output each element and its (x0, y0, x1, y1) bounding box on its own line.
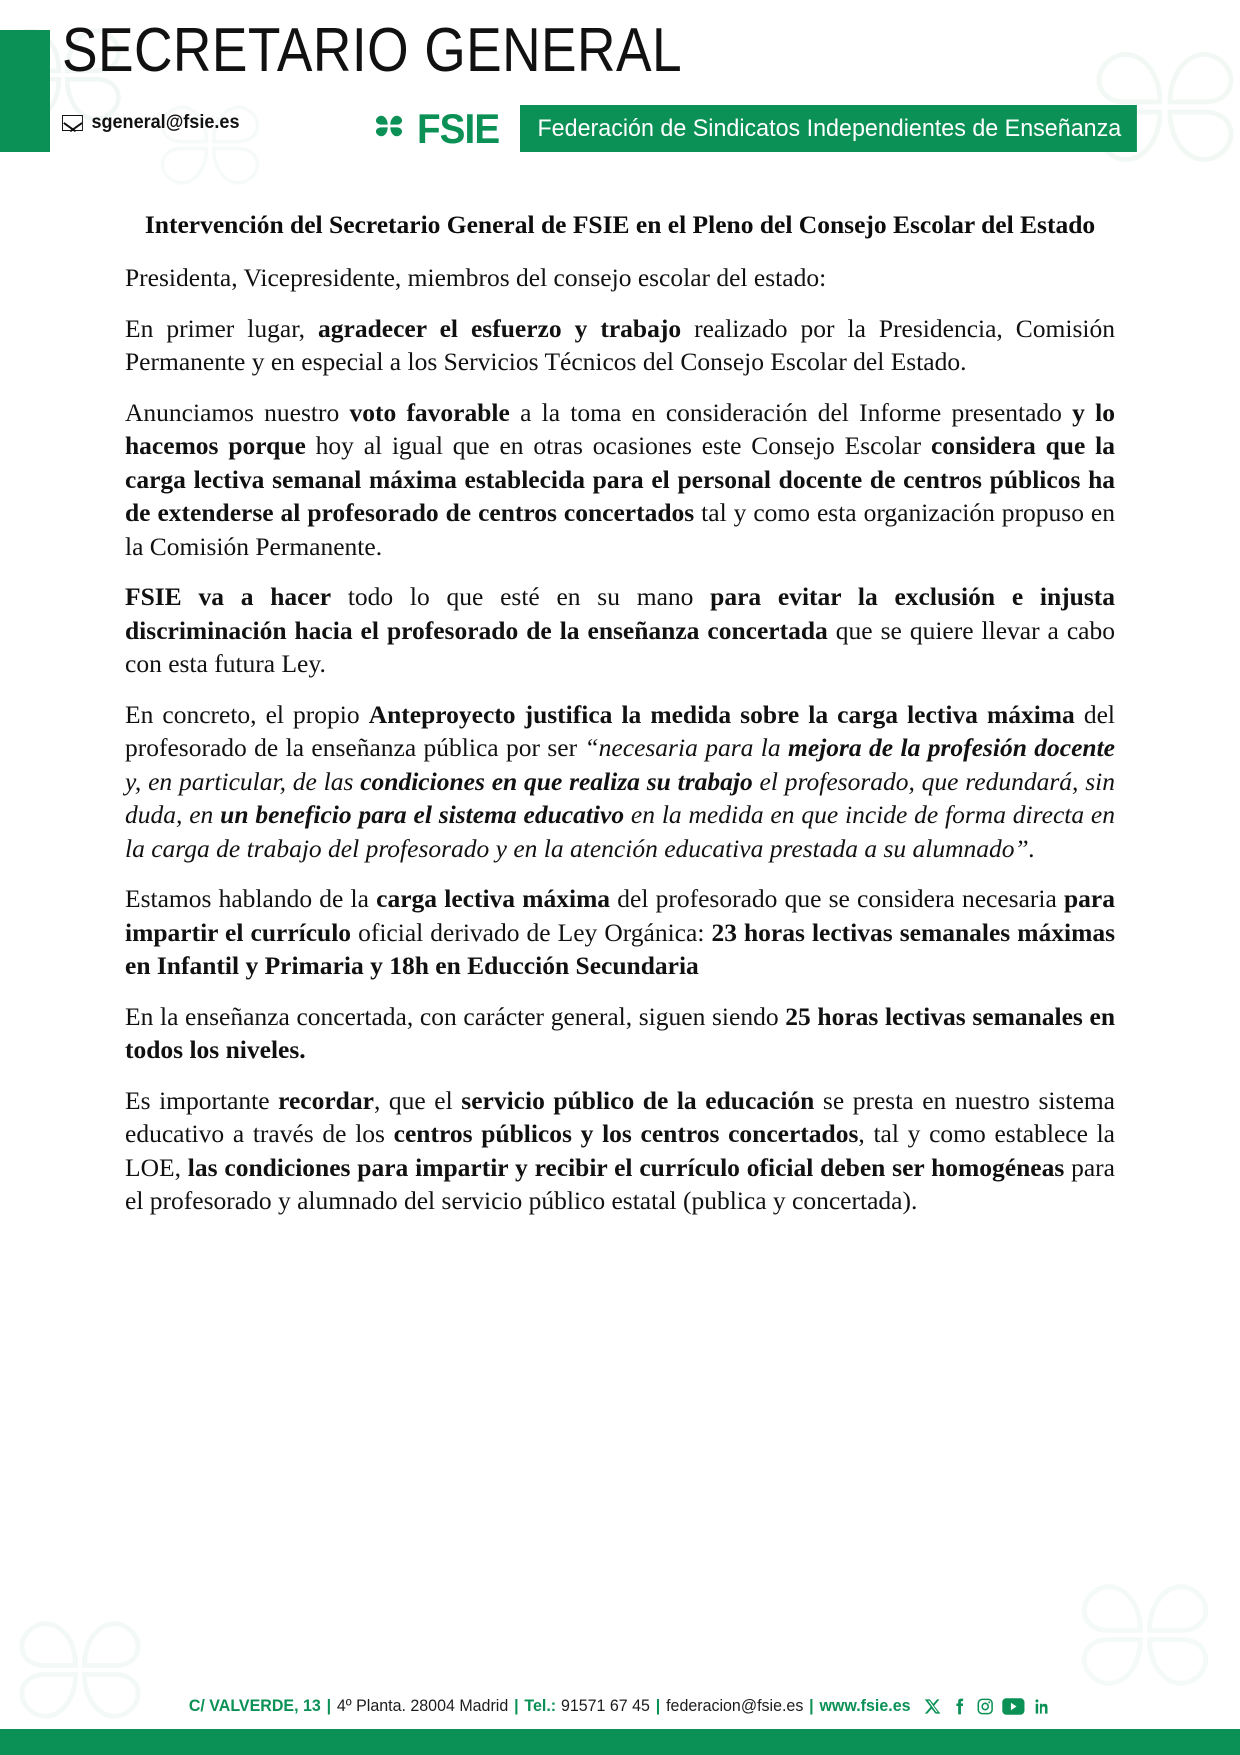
paragraph (125, 698, 1115, 866)
text-run: En primer lugar, (125, 313, 319, 343)
text-run: centros públicos y los centros concertados (393, 1119, 859, 1148)
fsie-tagline: Federación de Sindicatos Independientes de Enseñanza (520, 105, 1137, 152)
text-run: hoy al igual que en otras ocasiones este Consejo Escolar (305, 431, 931, 460)
text-run: voto favorable (349, 397, 510, 427)
text-run: oficial derivado de Ley Orgánica: (351, 917, 712, 947)
text-run: para evitar la exclusión e injusta discriminación hacia el profesorado de la enseñanza concertada (125, 582, 1116, 645)
text-run: del profesorado de la enseñanza pública por ser (125, 699, 1115, 762)
text-run: Presidenta, Vicepresidente, miembros del consejo escolar del estado: (125, 263, 827, 292)
text-run: En la enseñanza concertada, con carácter general, siguen siendo (125, 1001, 786, 1031)
text-run: agradecer el esfuerzo y trabajo (318, 313, 682, 343)
instagram-icon[interactable] (976, 1697, 994, 1716)
text-run: mejora de la profesión docente (787, 733, 1115, 762)
youtube-icon[interactable] (1003, 1697, 1025, 1716)
header-email-block (62, 112, 240, 134)
text-run: “necesaria para la (584, 733, 788, 762)
paragraph (125, 1000, 1115, 1067)
text-run: el profesorado, que redundará, sin duda, en (125, 766, 1115, 829)
header-email-text: sgeneral@fsie.es (91, 112, 240, 133)
text-run: carga lectiva máxima (376, 884, 611, 913)
footer-email[interactable]: federacion@fsie.es (666, 1696, 804, 1715)
text-run: y lo hacemos porque (125, 397, 1116, 460)
paragraph (125, 312, 1115, 379)
text-run: Estamos hablando de la (125, 884, 377, 913)
footer-website[interactable]: www.fsie.es (819, 1696, 911, 1715)
page-footer (0, 1683, 1240, 1755)
text-run: para impartir el currículo (125, 884, 1115, 947)
text-run: considera que la carga lectiva semanal máxima establecida para el personal docente de centros públicos ha de extenderse al profesorado de centros concertados (125, 431, 1115, 527)
footer-tel-label: Tel.: (524, 1696, 557, 1715)
text-run: para el profesorado y alumnado del servicio público estatal (publica y concertada). (125, 1152, 1115, 1215)
paragraph (125, 882, 1115, 983)
header-accent-bar (0, 30, 50, 152)
text-run: un beneficio para el sistema educativo (220, 800, 625, 829)
paragraph (125, 396, 1115, 564)
document-title: Intervención del Secretario General de FSIE en el Pleno del Consejo Escolar del Estado (144, 210, 1096, 239)
text-run: En concreto, el propio (125, 699, 369, 729)
text-run: todo lo que esté en su mano (331, 582, 711, 611)
footer-separator: | (809, 1696, 814, 1715)
text-run: las condiciones para impartir y recibir el currículo oficial deben ser homogéneas (187, 1152, 1065, 1182)
text-run: y, en particular, de las (125, 766, 361, 796)
footer-tel-number: 91571 67 45 (560, 1696, 650, 1715)
fsie-brand (367, 105, 1156, 152)
text-run: servicio público de la educación (461, 1085, 815, 1115)
text-run: Anunciamos nuestro (125, 397, 350, 427)
page-header (0, 0, 1240, 152)
x-icon[interactable] (924, 1697, 942, 1716)
footer-accent-bar (0, 1729, 1240, 1755)
text-run: 25 horas lectivas semanales en todos los niveles. (125, 1001, 1115, 1064)
footer-separator: | (514, 1696, 519, 1715)
text-run: se presta en nuestro sistema educativo a través de los (125, 1085, 1115, 1148)
fsie-wordmark: FSIE (417, 104, 500, 152)
text-run: FSIE va a hacer (125, 582, 332, 611)
text-run: realizado por la Presidencia, Comisión Permanente y en especial a los Servicios Técnicos del Consejo Escolar del Estado. (125, 313, 1115, 376)
footer-street: C/ VALVERDE, 13 (188, 1696, 321, 1715)
text-run: que se quiere llevar a cabo con esta futura Ley. (125, 615, 1116, 678)
paragraph (125, 261, 1115, 295)
text-run: , tal y como establece la LOE, (125, 1119, 1116, 1182)
envelope-icon (62, 115, 83, 131)
fsie-logo (367, 104, 520, 153)
page-title: SECRETARIO GENERAL (62, 16, 683, 85)
paragraph (125, 1084, 1115, 1218)
footer-separator: | (655, 1696, 661, 1715)
text-run: a la toma en consideración del Informe presentado (509, 397, 1073, 427)
text-run: Anteproyecto justifica la medida sobre la carga lectiva máxima (368, 699, 1075, 729)
footer-contact-line (19, 1683, 1222, 1729)
document-body (125, 152, 1115, 1218)
text-run: condiciones en que realiza su trabajo (360, 766, 753, 796)
facebook-icon[interactable] (950, 1697, 968, 1716)
footer-address: 4º Planta. 28004 Madrid (336, 1696, 509, 1715)
footer-social-links (924, 1697, 1051, 1716)
text-run: del profesorado que se considera necesaria (610, 884, 1064, 913)
linkedin-icon[interactable] (1033, 1697, 1051, 1716)
footer-separator: | (326, 1696, 332, 1715)
text-run: tal y como esta organización propuso en la Comisión Permanente. (125, 498, 1115, 561)
paragraph (125, 580, 1115, 681)
paragraph-list (125, 261, 1115, 1218)
clover-logo-icon (367, 104, 411, 153)
text-run: Es importante (125, 1085, 279, 1115)
text-run: recordar (278, 1085, 374, 1115)
text-run: en la medida en que incide de forma directa en la carga de trabajo del profesorado y en la atención educativa prestada a su alumnado”. (125, 800, 1116, 863)
text-run: 23 horas lectivas semanales máximas en Infantil y Primaria y 18h en Educción Secundaria (125, 917, 1115, 980)
text-run: , que el (373, 1085, 462, 1115)
